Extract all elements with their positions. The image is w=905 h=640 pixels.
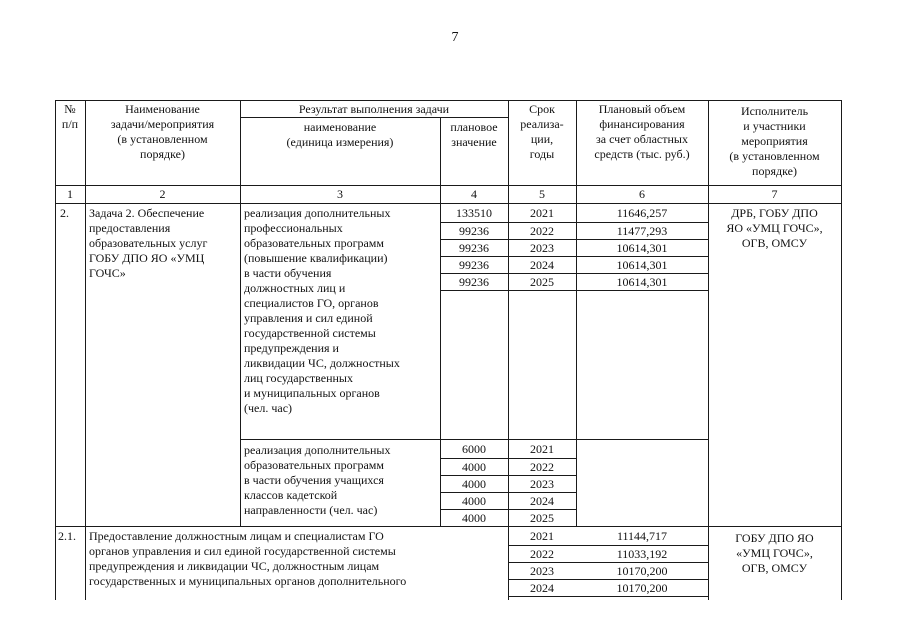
rule: [440, 273, 708, 274]
item21-year: 2024: [530, 581, 554, 595]
rule: [440, 256, 708, 257]
item21-finance: 11033,192: [616, 547, 668, 561]
rule: [508, 545, 708, 546]
col-number: 5: [539, 187, 545, 201]
rule: [440, 290, 708, 291]
header-col-term: Срок реализа- ции, годы: [520, 102, 564, 161]
rule: [240, 439, 708, 440]
result1-year: 2025: [530, 275, 554, 289]
rule: [841, 100, 842, 600]
result2-year: 2025: [530, 511, 554, 525]
item21-finance: 10170,200: [616, 564, 668, 578]
result1-year: 2021: [530, 206, 554, 220]
result1-value: 99236: [459, 224, 489, 238]
result1-finance: 10614,301: [616, 275, 668, 289]
task2-number: 2.: [60, 206, 69, 220]
rule: [55, 185, 841, 186]
result1-year: 2023: [530, 241, 554, 255]
result2-value: 4000: [462, 494, 486, 508]
rule: [240, 117, 508, 118]
result1-finance: 10614,301: [616, 258, 668, 272]
rule: [55, 100, 56, 600]
result2-year: 2023: [530, 477, 554, 491]
task2-name: Задача 2. Обеспечение предоставления образовательных услуг ГОБУ ДПО ЯО «УМЦ ГОЧС»: [89, 206, 208, 280]
col-number: 4: [471, 187, 477, 201]
item21-year: 2023: [530, 564, 554, 578]
result2-year: 2024: [530, 494, 554, 508]
item21-executor: ГОБУ ДПО ЯО «УМЦ ГОЧС», ОГВ, ОМСУ: [735, 531, 814, 575]
header-result-value: плановое значение: [450, 120, 498, 149]
result1-value: 99236: [459, 258, 489, 272]
header-col-name: Наименование задачи/мероприятия (в установленном порядке): [110, 102, 215, 161]
result1-value: 99236: [459, 241, 489, 255]
result1-value: 99236: [459, 275, 489, 289]
result2-year: 2021: [530, 442, 554, 456]
result2-value: 4000: [462, 477, 486, 491]
result1-finance: 10614,301: [616, 241, 668, 255]
rule: [508, 596, 708, 597]
col-number: 2: [159, 187, 166, 201]
header-col-executor: Исполнитель и участники мероприятия (в установленном порядке): [729, 104, 820, 178]
item21-finance: 11144,717: [616, 529, 668, 543]
result1-value: 133510: [456, 206, 492, 220]
rule: [85, 100, 86, 600]
item21-number: 2.1.: [58, 529, 76, 543]
col-number: 6: [639, 187, 645, 201]
result2-value: 4000: [462, 511, 486, 525]
rule: [55, 100, 841, 101]
result1-year: 2022: [530, 224, 554, 238]
header-result-name: наименование (единица измерения): [286, 120, 394, 149]
col-number: 7: [771, 187, 778, 201]
item21-year: 2021: [530, 529, 554, 543]
item21-name: Предоставление должностным лицам и специалистам ГО органов управления и сил единой государственной системы предупреждения и ликвидации ЧС, должностным лицам государственных и муниципальных органов дополнительного: [89, 529, 407, 588]
result2-value: 6000: [462, 442, 486, 456]
item21-finance: 10170,200: [616, 581, 668, 595]
rule: [55, 526, 841, 527]
col-number: 1: [67, 187, 73, 201]
task2-executor: ДРБ, ГОБУ ДПО ЯО «УМЦ ГОЧС», ОГВ, ОМСУ: [726, 206, 823, 250]
rule: [240, 100, 241, 526]
header-result-group: Результат выполнения задачи: [298, 102, 450, 116]
result2-name: реализация дополнительных образовательных программ в части обучения учащихся классов кадетской направленности (чел. час): [244, 443, 391, 517]
result2-year: 2022: [530, 460, 554, 474]
item21-year: 2022: [530, 547, 554, 561]
result2-value: 4000: [462, 460, 486, 474]
header-col-no: № п/п: [61, 102, 79, 131]
header-col-finance: Плановый объем финансирования за счет областных средств (тыс. руб.): [594, 102, 690, 161]
result1-year: 2024: [530, 258, 554, 272]
result1-finance: 11477,293: [616, 224, 668, 238]
page-number: 7: [451, 30, 459, 45]
rule: [508, 579, 708, 580]
rule: [508, 562, 708, 563]
rule: [440, 239, 708, 240]
result1-finance: 11646,257: [616, 206, 668, 220]
rule: [55, 203, 841, 204]
col-number: 3: [337, 187, 343, 201]
result1-name: реализация дополнительных профессиональных образовательных программ (повышение квалификации) в части обучения должностных лиц и специалистов ГО, органов управления и сил единой государственной системы предупреждения и ликвидации ЧС, должностных лиц государственных и муниципальных органов (чел. час): [244, 206, 400, 415]
rule: [440, 222, 708, 223]
rule: [576, 100, 577, 526]
